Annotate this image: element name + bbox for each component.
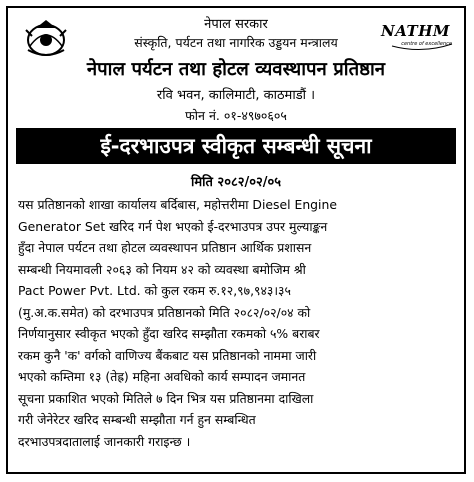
body-line: Pact Power Pvt. Ltd. को कुल रकम रु.१२,९७,९४३।३५ (18, 283, 291, 298)
notice-body (18, 194, 456, 452)
body-line: हुँदा नेपाल पर्यटन तथा होटल व्यवस्थापन प्रतिष्ठान आर्थिक प्रशासन (18, 240, 312, 255)
body-line: निर्णयानुसार स्वीकृत भएको हुँदा खरिद सम्झौता रकमको ५% बराबर (18, 326, 320, 341)
academy-name: नेपाल पर्यटन तथा होटल व्यवस्थापन प्रतिष्ठान (86, 59, 386, 80)
body-line: गरी जेनेरेटर खरिद सम्बन्धी सम्झौता गर्न हुन सम्बन्धित (18, 412, 256, 427)
government-name: नेपाल सरकार (204, 17, 268, 32)
body-line: Generator Set खरिद गर्न पेश भएको ई-दरभाउपत्र उपर मुल्याङ्कन (18, 218, 328, 234)
phone-number: फोन नं. ०१-४९७०६०५ (185, 108, 287, 123)
ministry-name: संस्कृति, पर्यटन तथा नागरिक उड्डयन मन्त्रालय (134, 35, 338, 50)
body-line: रकम कुनै 'क' वर्गको वाणिज्य बैंकबाट यस प्रतिष्ठानको नाममा जारी (18, 347, 317, 363)
nathm-logo-subtext: centre of excellence (401, 41, 452, 47)
nathm-logo-text: NATHM (381, 22, 450, 40)
body-line: दरभाउपत्रदातालाई जानकारी गराइन्छ । (18, 433, 191, 449)
address: रवि भवन, कालिमाटी, काठमाडौं । (156, 88, 316, 103)
body-line: सम्बन्धी नियमावली २०६३ को नियम ४२ को व्यवस्था बमोजिम श्री (18, 261, 306, 277)
notice-frame (6, 6, 466, 474)
body-line: सूचना प्रकाशित भएको मितिले ७ दिन भित्र यस प्रतिष्ठानमा दाखिला (18, 390, 314, 406)
body-line: भएको कम्तिमा १३ (तेह्र) महिना अवधिको कार्य सम्पादन जमानत (18, 369, 306, 384)
body-line: (मु.अ.क.समेत) को दरभाउपत्र प्रतिष्ठानको मिति २०८२/०२/०४ को (18, 304, 311, 320)
notice-date: मिति २०८२/०२/०५ (190, 175, 282, 190)
body-line: यस प्रतिष्ठानको शाखा कार्यालय बर्दिबास, महोत्तरीमा Diesel Engine (18, 197, 337, 212)
notice-title: ई-दरभाउपत्र स्वीकृत सम्बन्धी सूचना (16, 128, 456, 164)
